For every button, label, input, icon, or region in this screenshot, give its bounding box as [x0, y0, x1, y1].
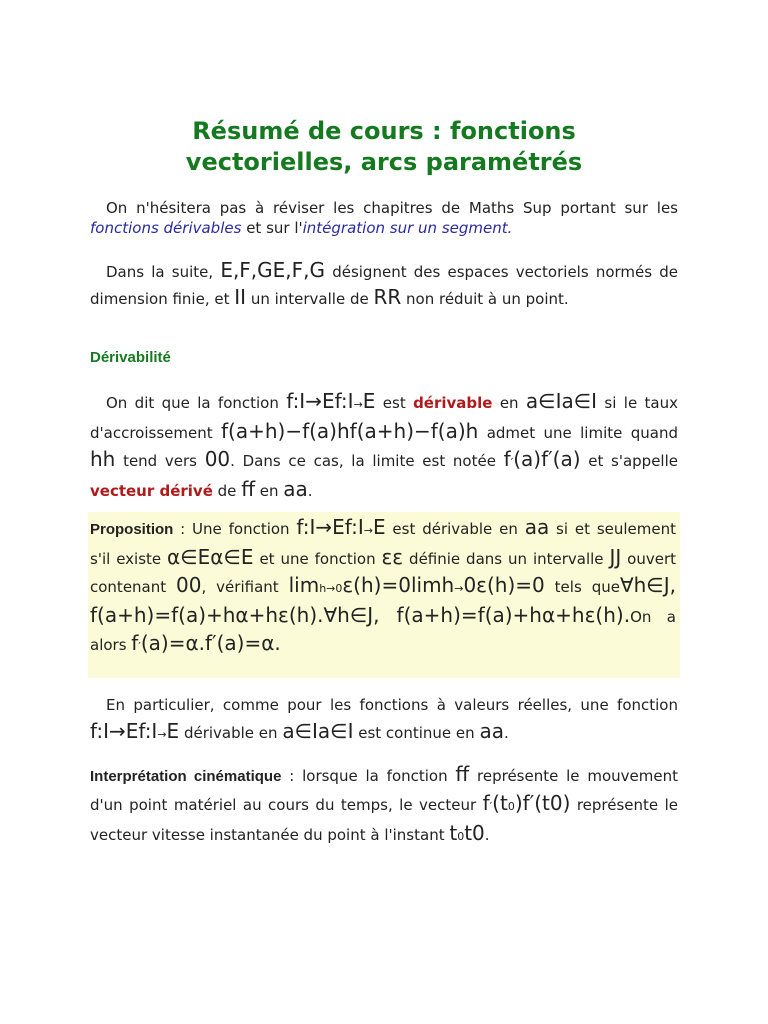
- term-vecteur-derive: vecteur dérivé: [90, 482, 213, 500]
- text: : Une fonction: [173, 520, 297, 538]
- text: admet une limite quand: [478, 424, 678, 442]
- math-subscript: h→0: [319, 582, 343, 595]
- continuity-paragraph: [90, 692, 678, 748]
- text: On dit que la fonction: [106, 394, 287, 412]
- math: aa: [479, 719, 504, 743]
- math: f: [482, 791, 490, 815]
- math: f:I→Ef:I: [296, 515, 364, 539]
- text: .: [503, 724, 509, 742]
- link-fonctions-derivables[interactable]: fonctions dérivables: [90, 219, 242, 237]
- math: 00: [176, 573, 202, 597]
- math-subscript: ′: [510, 456, 514, 469]
- text: et sur l': [241, 219, 303, 237]
- link-integration-segment[interactable]: intégration sur un segment.: [302, 219, 513, 237]
- math: a∈Ia∈I: [525, 389, 598, 413]
- text: ouvert contenant: [90, 550, 677, 596]
- math: 0ε(h)=0: [463, 573, 545, 597]
- proposition-label: Proposition: [90, 521, 174, 538]
- text: tend vers: [115, 452, 205, 470]
- math: ff: [241, 477, 255, 501]
- kinematic-label: Interprétation cinématique: [90, 768, 282, 785]
- math: t0: [464, 821, 485, 845]
- math: )f′(t0): [514, 791, 571, 815]
- text: Dans la suite,: [106, 263, 221, 281]
- section-heading-derivabilite: Dérivabilité: [90, 349, 171, 366]
- text: On a alors: [90, 608, 676, 654]
- math: f:I→Ef:I: [286, 389, 354, 413]
- math: JJ: [609, 545, 622, 569]
- text: . Dans ce cas, la limite est notée: [230, 452, 504, 470]
- math-subscript: ′: [138, 640, 141, 653]
- text: .: [307, 482, 313, 500]
- math: aa: [524, 515, 550, 539]
- text: est dérivable en: [385, 520, 525, 538]
- math: a∈Ia∈I: [282, 719, 354, 743]
- text: En particulier, comme pour les fonctions à valeurs réelles, une fonction: [106, 696, 678, 714]
- text: définie dans un intervalle: [403, 550, 610, 568]
- math: f: [503, 447, 511, 471]
- math-subscript: →: [353, 398, 363, 411]
- page-title: [90, 116, 678, 178]
- math: f:I→Ef:I: [90, 719, 158, 743]
- math: ff: [455, 762, 470, 786]
- math: f: [131, 631, 139, 655]
- math: ∀h∈J, f(a+h)=f(a)+hα+hε(h).∀h∈J, f(a+h)=f(a)+hα+hε(h).: [90, 573, 676, 627]
- math: E: [372, 515, 386, 539]
- text: est: [375, 394, 414, 412]
- math: ε(h)=0limh: [342, 573, 455, 597]
- math: hh: [90, 447, 116, 471]
- intro-paragraph: [90, 198, 678, 238]
- math: E: [166, 719, 180, 743]
- math-subscript: 0: [507, 800, 515, 813]
- math: (a)f′(a): [513, 447, 581, 471]
- text: désignent des espaces vectoriels normés de dimension finie, et: [90, 263, 678, 308]
- text: , vérifiant: [201, 578, 289, 596]
- text: en: [254, 482, 284, 500]
- text: si et seulement s'il existe: [90, 520, 676, 568]
- math: aa: [283, 477, 308, 501]
- math-subscript: 0: [457, 830, 465, 843]
- text: dérivable en: [179, 724, 283, 742]
- definition-paragraph: [90, 388, 678, 504]
- math: RR: [373, 285, 402, 309]
- text: et s'appelle: [580, 452, 678, 470]
- math: εε: [381, 545, 404, 569]
- text: est continue en: [353, 724, 480, 742]
- text: et une fonction: [253, 550, 382, 568]
- math: α∈Eα∈E: [167, 545, 254, 569]
- math: E,F,GE,F,G: [220, 258, 326, 282]
- text: tels que: [544, 578, 620, 596]
- math: (t: [492, 791, 508, 815]
- text: On n'hésitera pas à réviser les chapitres de Maths Sup portant sur les: [106, 199, 678, 217]
- term-derivable: dérivable: [413, 394, 493, 412]
- text: en: [492, 394, 526, 412]
- math: t: [449, 821, 458, 845]
- math: II: [234, 285, 247, 309]
- math-subscript: →: [454, 582, 464, 595]
- kinematic-paragraph: [90, 761, 678, 850]
- math: (a)=α.f′(a)=α.: [140, 631, 281, 655]
- text: un intervalle de: [246, 290, 374, 308]
- math: 00: [204, 447, 231, 471]
- text: non réduit à un point.: [401, 290, 569, 308]
- text: si le taux d'accroissement: [90, 394, 678, 442]
- text: de: [212, 482, 242, 500]
- math-subscript: →: [157, 728, 167, 741]
- text: : lorsque la fonction: [281, 767, 456, 785]
- math: f(a+h)−f(a)hf(a+h)−f(a)h: [220, 419, 479, 443]
- proposition-box: [88, 512, 680, 678]
- text: représente le vecteur vitesse instantanée du point à l'instant: [90, 796, 679, 844]
- math-subscript: →: [363, 524, 373, 537]
- title-line-1: Résumé de cours : fonctions: [192, 117, 576, 145]
- text: .: [484, 826, 490, 844]
- title-line-2: vectorielles, arcs paramétrés: [185, 148, 583, 176]
- math: E: [362, 389, 376, 413]
- notation-paragraph: [90, 258, 678, 312]
- math-subscript: ′: [489, 800, 493, 813]
- proposition-text: [90, 514, 676, 660]
- text: représente le mouvement d'un point matériel au cours du temps, le vecteur: [90, 767, 678, 814]
- math: lim: [288, 573, 320, 597]
